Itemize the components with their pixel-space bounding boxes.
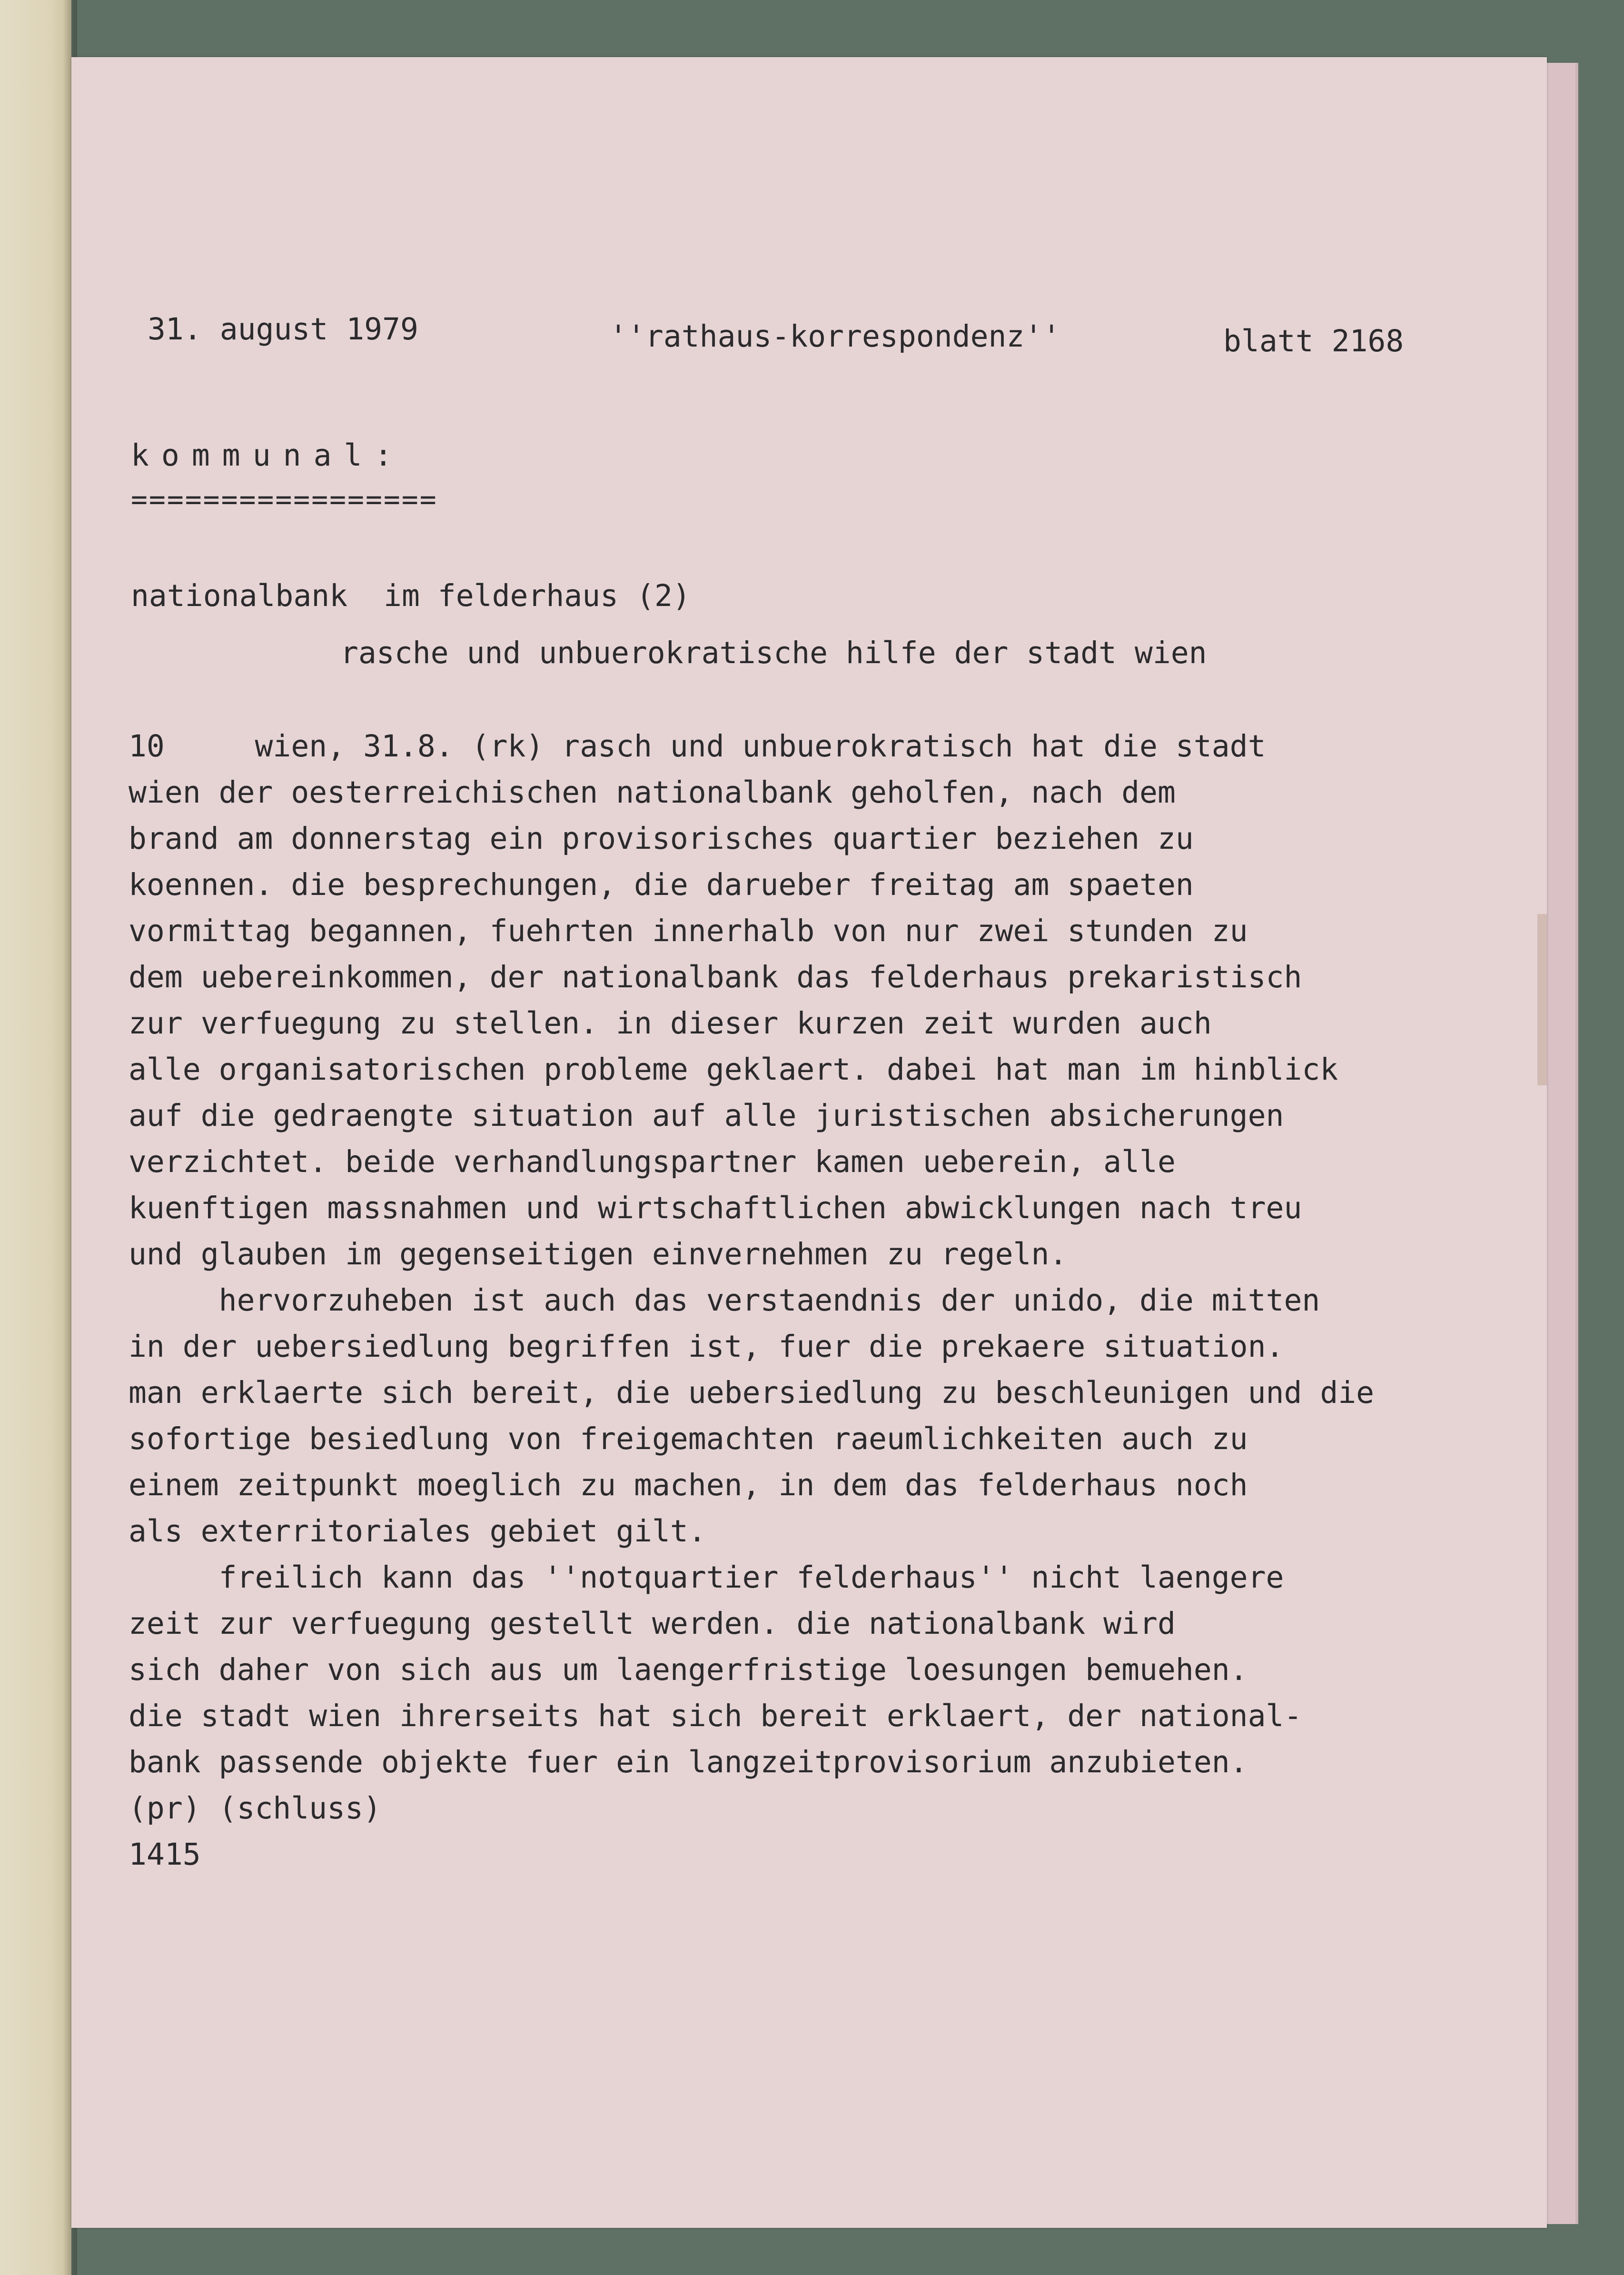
article-subheadline: rasche und unbuerokratische hilfe der stadt wien (340, 636, 1207, 670)
body-line: zeit zur verfuegung gestellt werden. die nationalbank wird (129, 1606, 1176, 1641)
section-underline: ================= (131, 483, 438, 516)
body-line: zur verfuegung zu stellen. in dieser kurzen zeit wurden auch (129, 1006, 1212, 1041)
body-line: vormittag begannen, fuehrten innerhalb von nur zwei stunden zu (129, 914, 1248, 948)
body-line: und glauben im gegenseitigen einvernehmen zu regeln. (129, 1237, 1068, 1272)
body-line: 10 wien, 31.8. (rk) rasch und unbuerokratisch hat die stadt (129, 729, 1266, 764)
body-line: freilich kann das ''notquartier felderhaus'' nicht laengere (129, 1560, 1284, 1595)
body-line: als exterritoriales gebiet gilt. (129, 1514, 706, 1549)
body-line: (pr) (schluss) (129, 1791, 382, 1826)
body-line: man erklaerte sich bereit, die uebersiedlung zu beschleunigen und die (129, 1375, 1375, 1410)
body-line: hervorzuheben ist auch das verstaendnis der unido, die mitten (129, 1283, 1320, 1318)
page-stain (1537, 914, 1547, 1085)
body-line: sofortige besiedlung von freigemachten raeumlichkeiten auch zu (129, 1421, 1248, 1456)
section-label: kommunal: (131, 438, 405, 473)
body-line: die stadt wien ihrerseits hat sich bereit erklaert, der national- (129, 1699, 1302, 1733)
article-headline: nationalbank im felderhaus (2) (131, 578, 691, 613)
article-body (129, 724, 1509, 1878)
body-line: wien der oesterreichischen nationalbank geholfen, nach dem (129, 775, 1176, 810)
header-publication: ''rathaus-korrespondenz'' (609, 319, 1061, 354)
body-line: 1415 (129, 1837, 201, 1872)
typewritten-page (71, 57, 1547, 2228)
body-line: sich daher von sich aus um laengerfristige loesungen bemuehen. (129, 1652, 1248, 1687)
body-line: kuenftigen massnahmen und wirtschaftlichen abwicklungen nach treu (129, 1191, 1302, 1225)
header-date: 31. august 1979 (148, 312, 418, 347)
body-line: alle organisatorischen probleme geklaert. dabei hat man im hinblick (129, 1052, 1338, 1087)
body-line: dem uebereinkommen, der nationalbank das felderhaus prekaristisch (129, 960, 1302, 994)
body-line: koennen. die besprechungen, die darueber freitag am spaeten (129, 867, 1194, 902)
body-line: brand am donnerstag ein provisorisches quartier beziehen zu (129, 821, 1194, 856)
body-line: verzichtet. beide verhandlungspartner kamen ueberein, alle (129, 1144, 1176, 1179)
adjacent-page-edge (0, 0, 71, 2275)
body-line: auf die gedraengte situation auf alle juristischen absicherungen (129, 1098, 1284, 1133)
header-sheet-number: blatt 2168 (1223, 324, 1404, 358)
body-line: einem zeitpunkt moeglich zu machen, in dem das felderhaus noch (129, 1468, 1248, 1502)
body-line: bank passende objekte fuer ein langzeitprovisorium anzubieten. (129, 1745, 1248, 1779)
body-line: in der uebersiedlung begriffen ist, fuer die prekaere situation. (129, 1329, 1284, 1364)
